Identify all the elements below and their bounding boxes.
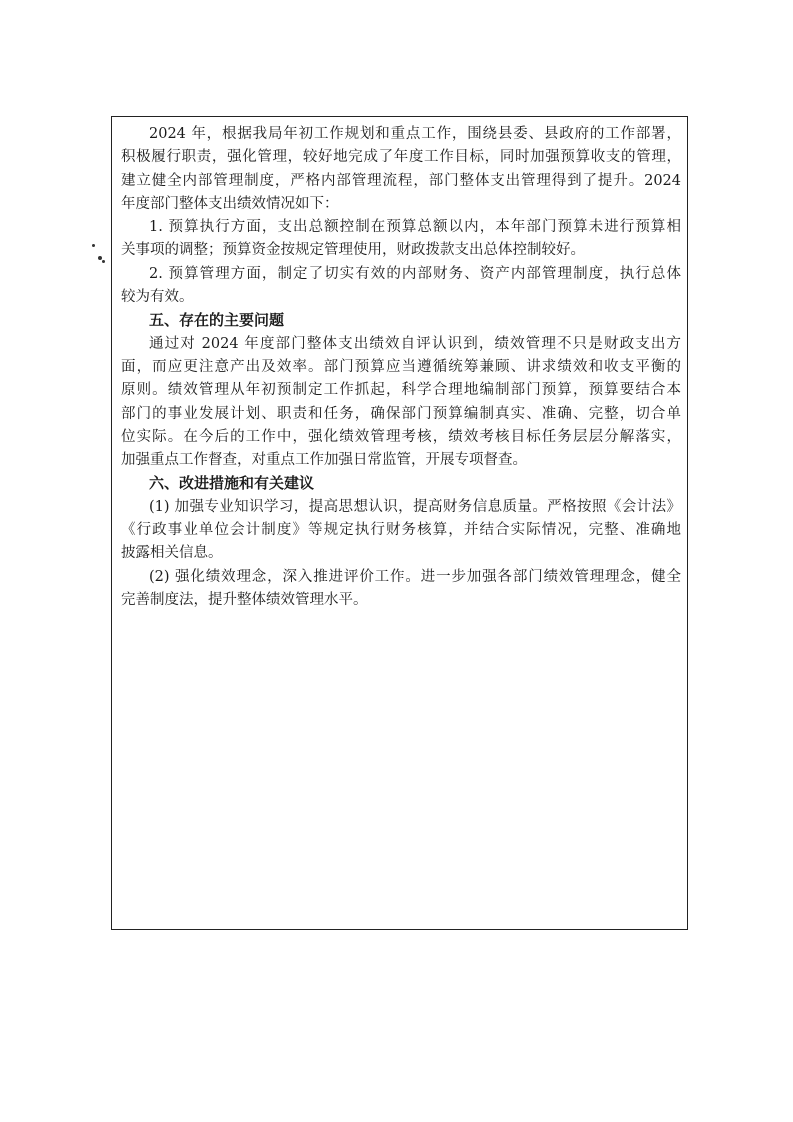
scan-speck: [102, 260, 105, 263]
problems-line: 部门的事业发展计划、职责和任务，确保部门预算编制真实、准确、完整，切合单: [121, 405, 681, 422]
budget-execution-line: 1. 预算执行方面，支出总额控制在预算总额以内，本年部门预算未进行预算相: [149, 219, 681, 236]
scan-speck: [92, 244, 95, 247]
problems-line: 位实际。在今后的工作中，强化绩效管理考核，绩效考核目标任务层层分解落实，: [121, 428, 681, 445]
budget-execution-line: 关事项的调整；预算资金按规定管理使用，财政拨款支出总体控制较好。: [121, 242, 585, 259]
improvement-2-line: 完善制度法，提升整体绩效管理水平。: [121, 591, 368, 608]
scan-speck: [98, 256, 102, 260]
improvement-1-line: (1) 加强专业知识学习，提高思想认识，提高财务信息质量。严格按照《会计法》: [149, 498, 681, 515]
improvement-1-line: 《行政事业单位会计制度》等规定执行财务核算，并结合实际情况，完整、准确地: [121, 522, 681, 539]
problems-line: 通过对 2024 年度部门整体支出绩效自评认识到，绩效管理不只是财政支出方: [149, 335, 681, 352]
improvement-1-line: 披露相关信息。: [121, 545, 223, 562]
intro-line: 2024 年，根据我局年初工作规划和重点工作，围绕县委、县政府的工作部署，: [149, 126, 681, 142]
budget-management-line: 2. 预算管理方面，制定了切实有效的内部财务、资产内部管理制度，执行总体: [149, 265, 681, 282]
problems-line: 原则。绩效管理从年初预制定工作抓起，科学合理地编制部门预算，预算要结合本: [121, 382, 681, 399]
section-heading-problems: 五、存在的主要问题: [149, 311, 285, 330]
intro-line: 建立健全内部管理制度，严格内部管理流程，部门整体支出管理得到了提升。2024: [121, 172, 681, 189]
document-body: [121, 123, 681, 612]
budget-management-line: 较为有效。: [121, 289, 194, 306]
problems-line: 加强重点工作督查，对重点工作加强日常监管，开展专项督查。: [121, 452, 527, 469]
intro-line: 积极履行职责，强化管理，较好地完成了年度工作目标，同时加强预算收支的管理，: [121, 149, 681, 166]
section-heading-improvements: 六、改进措施和有关建议: [149, 474, 315, 493]
improvement-2-line: (2) 强化绩效理念，深入推进评价工作。进一步加强各部门绩效管理理念，健全: [149, 568, 681, 585]
intro-line: 年度部门整体支出绩效情况如下：: [121, 195, 339, 212]
problems-line: 面，而应更注意产出及效率。部门预算应当遵循统筹兼顾、讲求绩效和收支平衡的: [121, 358, 681, 375]
